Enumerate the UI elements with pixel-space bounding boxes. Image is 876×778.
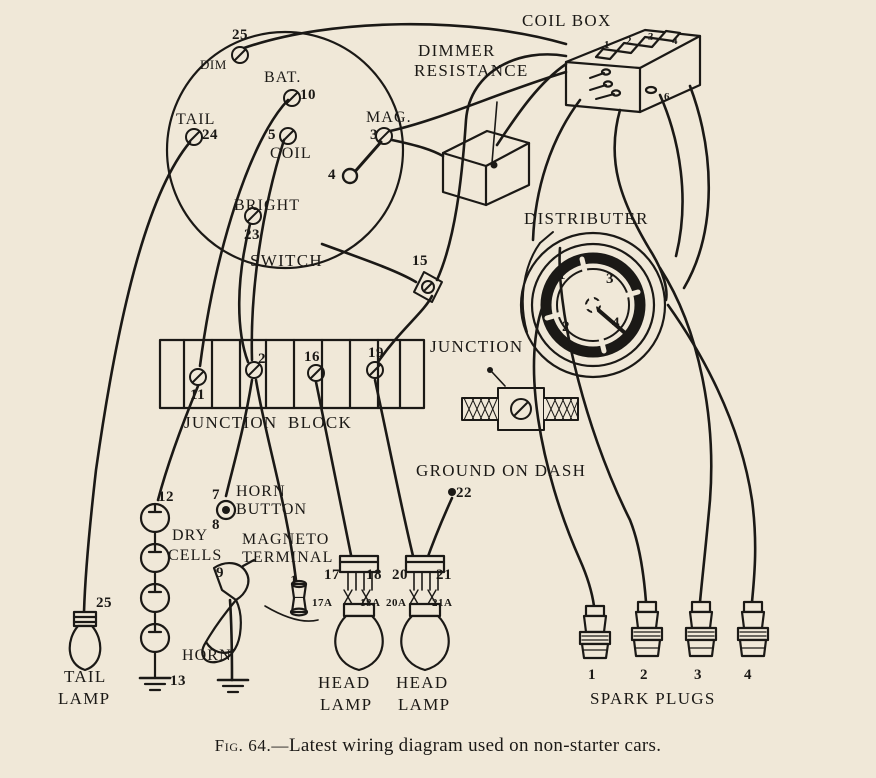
label-coilbox-unit-4: 4 [672,35,678,47]
label-distributer-2: 2 [562,319,570,335]
label-head-lamp-right-1: HEAD [396,673,449,692]
label-magneto-1: 1 [290,573,298,589]
label-jb-11: 11 [190,387,206,403]
label-distributer-1: 1 [558,267,566,283]
label-headlamp-18a: 18A [360,597,381,609]
label-distributer: DISTRIBUTER [524,209,649,228]
label-coilbox-unit-6: 6 [664,91,670,103]
label-spark-plug-4: 4 [744,667,752,683]
label-dim-number: 25 [232,27,248,43]
label-mag: MAG. [366,109,412,126]
figure-number: Fig. 64.— [214,736,289,755]
switch-pointer [352,142,381,175]
label-junction-marker-number: 15 [412,253,428,269]
distributer-arm [523,243,540,332]
label-headlamp-21: 21 [436,567,452,583]
label-dimmer-resistance-2: RESISTANCE [414,61,529,80]
junction-pointer [492,372,505,386]
label-junction-block-1: JUNCTION [184,413,278,432]
label-dimmer-arm-number: 4 [328,167,336,183]
coil-box [566,30,700,112]
label-horn-button-7: 7 [212,487,220,503]
label-jb-16: 16 [304,349,320,365]
label-tail-lamp-1: TAIL [64,667,107,686]
label-headlamp-20a: 20A [386,597,407,609]
tail-lamp [70,612,101,670]
label-jb-19: 19 [368,345,384,361]
label-dry-cells-13: 13 [170,673,186,689]
label-spark-plugs: SPARK PLUGS [590,689,716,708]
label-dimmer-resistance-1: DIMMER [418,41,496,60]
label-horn-button-1: HORN [236,483,286,500]
label-spark-plug-2: 2 [640,667,648,683]
label-headlamp-17a: 17A [312,597,333,609]
label-headlamp-18: 18 [366,567,382,583]
label-mag-number: 3 [370,127,378,143]
label-dry-cells-1: DRY [172,527,209,544]
label-horn-button-8: 8 [212,517,220,533]
label-horn: HORN [182,647,232,664]
label-spark-plug-3: 3 [694,667,702,683]
figure-caption [0,735,876,757]
label-ground-22: 22 [456,485,472,501]
label-spark-plug-1: 1 [588,667,596,683]
label-tail-lamp-25: 25 [96,595,112,611]
label-jb-2: 2 [258,351,266,367]
label-tail-number: 24 [202,127,218,143]
label-headlamp-17: 17 [324,567,340,583]
label-tail-lamp-2: LAMP [58,689,111,708]
junction-detail [462,388,578,430]
label-ground-on-dash: GROUND ON DASH [416,461,587,480]
label-switch: SWITCH [250,251,323,270]
label-bright-number: 23 [244,227,260,243]
label-head-lamp-right-2: LAMP [398,695,451,714]
label-dry-cells-2: CELLS [168,547,223,564]
label-bright: BRIGHT [234,197,301,214]
label-coil: COIL [270,145,312,162]
label-distributer-4: 4 [612,315,620,331]
label-dim: DIM [200,57,227,72]
dry-cells [140,504,170,690]
label-magneto-9: 9 [216,565,224,581]
label-headlamp-20: 20 [392,567,408,583]
label-junction: JUNCTION [430,337,524,356]
label-coilbox-unit-2: 2 [626,35,632,47]
label-coilbox-unit-1: 1 [604,39,610,51]
label-bat: BAT. [264,69,302,86]
label-distributer-3: 3 [606,271,614,287]
label-horn-button-2: BUTTON [236,501,308,518]
dimmer-resistance-box [443,131,529,205]
figure-caption-text: Latest wiring diagram used on non-starter cars. [288,735,662,756]
label-dry-cells-12: 12 [158,489,174,505]
label-coil-box: COIL BOX [522,11,612,30]
label-tail: TAIL [176,111,216,128]
label-coil-number: 5 [268,127,276,143]
spark-plugs [580,602,768,658]
label-coilbox-unit-3: 3 [648,31,654,43]
label-head-lamp-left-1: HEAD [318,673,371,692]
label-headlamp-21a: 21A [432,597,453,609]
label-magneto-terminal-2: TERMINAL [242,549,334,566]
label-head-lamp-left-2: LAMP [320,695,373,714]
label-junction-block-2: BLOCK [288,413,353,432]
label-magneto-terminal-1: MAGNETO [242,531,330,548]
label-bat-number: 10 [300,87,316,103]
